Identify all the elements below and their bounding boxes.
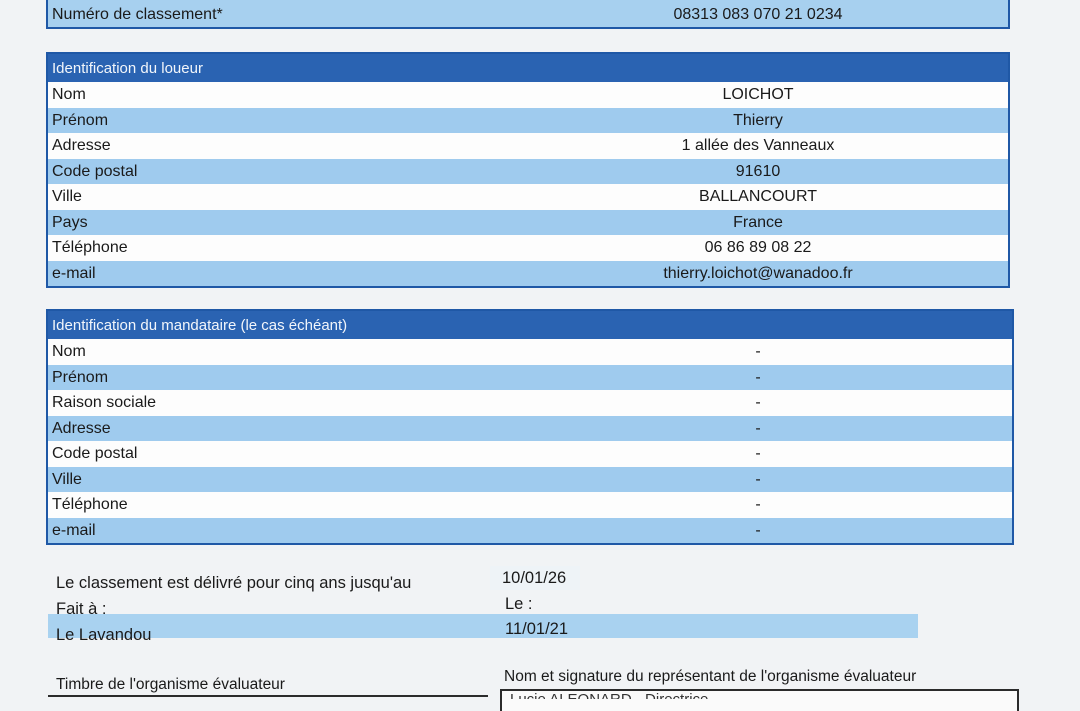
classement-value: 08313 083 070 21 0234 — [673, 6, 843, 23]
row-label: Nom — [52, 343, 86, 360]
row-label: e-mail — [52, 521, 96, 539]
row-value: France — [733, 213, 783, 231]
row-value: - — [755, 343, 761, 360]
row-value: 06 86 89 08 22 — [704, 239, 812, 256]
row-value: - — [755, 445, 761, 462]
validity-date: 10/01/26 — [502, 569, 567, 587]
validity-text: Le classement est délivré pour cinq ans jusqu'au — [56, 574, 412, 592]
table-row — [48, 261, 1008, 287]
table-row — [48, 441, 1012, 467]
row-label: Téléphone — [52, 239, 128, 256]
table-row — [48, 210, 1008, 236]
table-row — [48, 82, 1008, 108]
table-row — [48, 184, 1008, 210]
row-label: Prénom — [52, 368, 109, 386]
date-value: 11/01/21 — [505, 620, 569, 638]
row-label: Ville — [52, 470, 82, 488]
mandataire-rows — [48, 339, 1012, 543]
row-label: Nom — [52, 86, 86, 103]
row-label: Téléphone — [52, 496, 128, 513]
row-label: Raison sociale — [52, 394, 157, 411]
table-row — [48, 416, 1012, 442]
loueur-header: Identification du loueur — [48, 54, 1008, 82]
place-value: Le Lavandou — [56, 626, 152, 644]
classement-label: Numéro de classement* — [52, 6, 223, 23]
row-label: Code postal — [52, 162, 138, 180]
table-row — [48, 365, 1012, 391]
row-value: - — [755, 470, 761, 488]
signature-box-fill — [502, 699, 1017, 711]
signature-box — [500, 689, 1019, 711]
row-value: - — [755, 394, 761, 411]
row-value: thierry.loichot@wanadoo.fr — [663, 264, 853, 282]
le-label: Le : — [505, 595, 533, 613]
row-label: Code postal — [52, 445, 138, 462]
row-value: - — [755, 521, 761, 539]
stamp-label: Timbre de l'organisme évaluateur — [56, 676, 285, 693]
row-label: Pays — [52, 213, 88, 231]
row-label: Adresse — [52, 419, 111, 437]
mandataire-table — [46, 309, 1014, 545]
table-row — [48, 518, 1012, 544]
table-row — [48, 108, 1008, 134]
signature-label: Nom et signature du représentant de l'organisme évaluateur — [504, 668, 917, 685]
row-value: - — [755, 496, 761, 513]
row-value: 1 allée des Vanneaux — [681, 137, 835, 154]
stamp-box-top — [48, 695, 488, 697]
place-date-band — [48, 614, 918, 638]
row-label: e-mail — [52, 264, 96, 282]
table-row — [48, 339, 1012, 365]
row-value: Thierry — [733, 111, 783, 129]
row-value: BALLANCOURT — [699, 188, 817, 205]
table-row — [48, 159, 1008, 185]
row-label: Ville — [52, 188, 82, 205]
table-row — [48, 235, 1008, 261]
fait-label: Fait à : — [56, 600, 107, 618]
row-value: LOICHOT — [722, 86, 794, 103]
row-value: 91610 — [735, 162, 781, 180]
loueur-table — [46, 52, 1010, 288]
table-row — [48, 467, 1012, 493]
table-row — [48, 492, 1012, 518]
classement-table — [46, 0, 1010, 29]
row-label: Prénom — [52, 111, 109, 129]
row-label: Adresse — [52, 137, 111, 154]
table-row — [48, 133, 1008, 159]
table-row — [48, 390, 1012, 416]
mandataire-header: Identification du mandataire (le cas échéant) — [48, 311, 1012, 339]
loueur-rows — [48, 82, 1008, 286]
row-value: - — [755, 419, 761, 437]
row-value: - — [755, 368, 761, 386]
classement-row — [48, 0, 1008, 27]
